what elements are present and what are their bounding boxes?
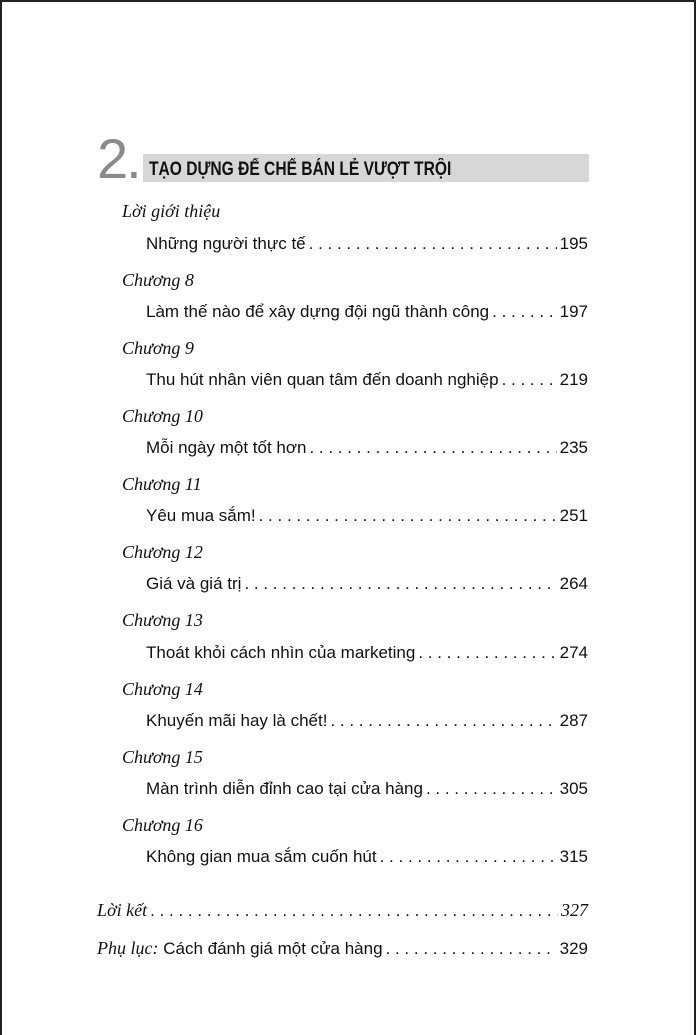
dot-leader — [380, 847, 557, 867]
chapter-label: Chương 9 — [122, 338, 194, 358]
appendix-title: Cách đánh giá một cửa hàng — [163, 939, 383, 958]
dot-leader — [426, 779, 557, 799]
entry-page-number: 274 — [559, 643, 588, 662]
toc-entry[interactable] — [146, 711, 588, 731]
chapter-label: Chương 16 — [122, 815, 203, 835]
entry-title: Giá và giá trị — [146, 574, 242, 593]
entry-page-number: 287 — [559, 711, 588, 730]
appendix-label: Phụ lục: — [97, 938, 159, 958]
chapter-label: Chương 13 — [122, 610, 203, 630]
entry-page-number: 305 — [559, 779, 588, 798]
section-number: 2. — [97, 127, 140, 190]
entry-title: Yêu mua sắm! — [146, 506, 256, 525]
entry-page-number: 315 — [559, 847, 588, 866]
entry-title: Không gian mua sắm cuốn hút — [146, 847, 377, 866]
entry-page-number: 264 — [559, 574, 588, 593]
closing-entry[interactable] — [97, 900, 588, 921]
entry-page-number: 219 — [559, 370, 588, 389]
dot-leader — [244, 574, 556, 594]
appendix-page-number: 329 — [559, 939, 588, 958]
section-header — [97, 127, 589, 190]
chapter-label: Lời giới thiệu — [122, 201, 221, 221]
dot-leader — [259, 506, 557, 526]
toc-entry[interactable] — [146, 438, 588, 458]
entry-page-number: 197 — [559, 302, 588, 321]
appendix-entry[interactable] — [97, 938, 588, 959]
closing-title: Lời kết — [97, 900, 148, 920]
dot-leader — [309, 438, 556, 458]
dot-leader — [309, 234, 557, 254]
closing-page-number: 327 — [561, 900, 588, 920]
dot-leader — [386, 939, 557, 959]
entry-page-number: 235 — [559, 438, 588, 457]
entry-page-number: 251 — [559, 506, 588, 525]
entry-title: Khuyến mãi hay là chết! — [146, 711, 328, 730]
chapter-label: Chương 8 — [122, 270, 194, 290]
entry-title: Mỗi ngày một tốt hơn — [146, 438, 307, 457]
chapter-label: Chương 12 — [122, 542, 203, 562]
appendix-title-group — [97, 938, 383, 959]
toc-entry[interactable] — [146, 234, 588, 254]
dot-leader — [150, 901, 558, 921]
toc-entry[interactable] — [146, 302, 588, 322]
toc-entry[interactable] — [146, 370, 588, 390]
entry-title: Thoát khỏi cách nhìn của marketing — [146, 643, 416, 662]
dot-leader — [492, 302, 556, 322]
chapter-label: Chương 11 — [122, 474, 202, 494]
toc-entry[interactable] — [146, 643, 588, 663]
chapter-label: Chương 14 — [122, 679, 203, 699]
toc-entry[interactable] — [146, 574, 588, 594]
entry-title: Làm thế nào để xây dựng đội ngũ thành công — [146, 302, 490, 321]
toc-entry[interactable] — [146, 847, 588, 867]
chapter-label: Chương 15 — [122, 747, 203, 767]
chapter-label: Chương 10 — [122, 406, 203, 426]
dot-leader — [418, 643, 556, 663]
entry-title: Những người thực tế — [146, 234, 306, 253]
toc-entry[interactable] — [146, 506, 588, 526]
entry-page-number: 195 — [559, 234, 588, 253]
dot-leader — [330, 711, 556, 731]
entry-title: Màn trình diễn đỉnh cao tại cửa hàng — [146, 779, 423, 798]
dot-leader — [502, 370, 557, 390]
section-title: TẠO DỰNG ĐẾ CHẾ BÁN LẺ VƯỢT TRỘI — [149, 159, 452, 180]
entry-title: Thu hút nhân viên quan tâm đến doanh nghiệp — [146, 370, 499, 389]
toc-entry[interactable] — [146, 779, 588, 799]
